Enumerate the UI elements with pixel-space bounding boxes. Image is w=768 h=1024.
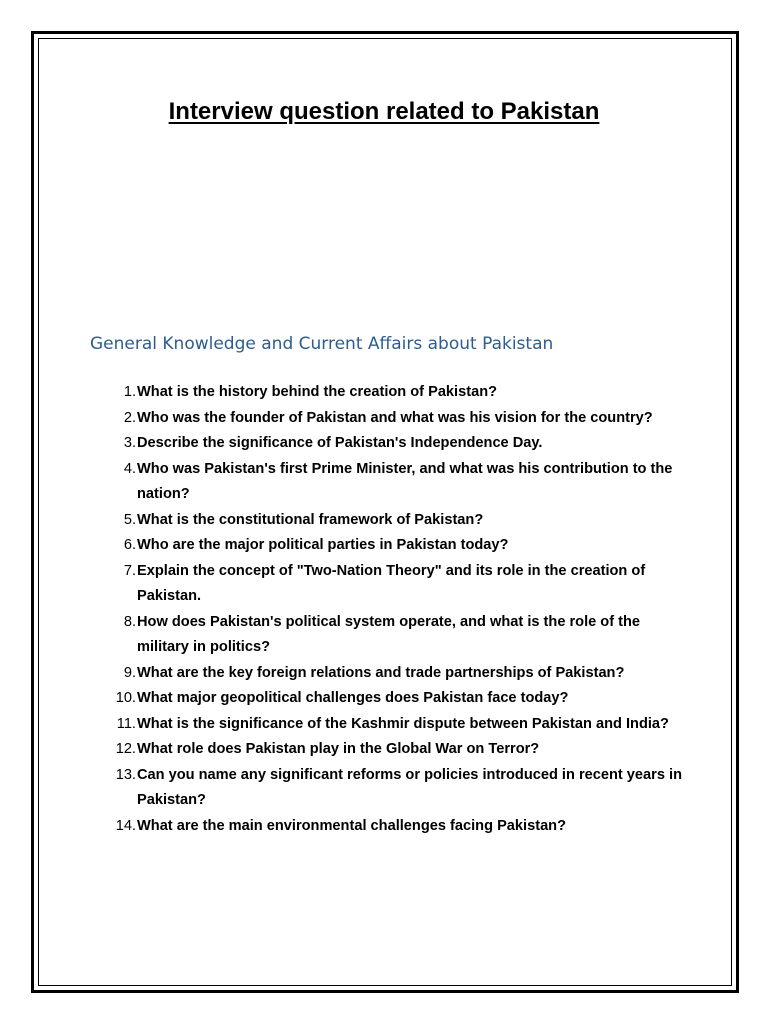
question-number: 1. bbox=[123, 384, 136, 400]
question-text: Who was Pakistan's first Prime Minister, and what was his contribution to the nation? bbox=[137, 460, 673, 502]
question-number: 8. bbox=[123, 613, 136, 630]
question-text: What is the constitutional framework of Pakistan? bbox=[137, 511, 484, 528]
question-item bbox=[90, 686, 690, 712]
question-text: Explain the concept of "Two-Nation Theory" and its role in the creation of Pakistan. bbox=[137, 562, 646, 604]
question-item bbox=[90, 763, 690, 814]
question-text: What are the main environmental challenges facing Pakistan? bbox=[137, 817, 567, 834]
question-item bbox=[90, 380, 690, 406]
question-text: What is the history behind the creation of Pakistan? bbox=[137, 384, 498, 400]
question-number: 12. bbox=[115, 741, 136, 757]
question-number: 9. bbox=[123, 664, 136, 681]
question-item bbox=[90, 610, 690, 661]
question-list bbox=[90, 380, 690, 839]
question-item bbox=[90, 406, 690, 432]
question-item bbox=[90, 712, 690, 738]
question-number: 11. bbox=[116, 715, 136, 732]
question-number: 5. bbox=[123, 511, 136, 528]
question-item bbox=[90, 431, 690, 457]
question-text: What are the key foreign relations and trade partnerships of Pakistan? bbox=[137, 664, 625, 681]
question-text: What is the significance of the Kashmir dispute between Pakistan and India? bbox=[137, 715, 669, 732]
section-heading: General Knowledge and Current Affairs about Pakistan bbox=[90, 334, 554, 354]
question-text: Who was the founder of Pakistan and what was his vision for the country? bbox=[137, 409, 653, 426]
document-title: Interview question related to Pakistan bbox=[168, 98, 600, 125]
question-item bbox=[90, 661, 690, 687]
question-text: Who are the major political parties in Pakistan today? bbox=[137, 537, 509, 553]
question-number: 2. bbox=[123, 409, 136, 426]
question-number: 13. bbox=[115, 766, 136, 783]
question-item bbox=[90, 533, 690, 559]
question-number: 3. bbox=[123, 435, 136, 451]
question-item bbox=[90, 508, 690, 534]
question-number: 10. bbox=[115, 690, 136, 706]
question-number: 7. bbox=[123, 562, 136, 579]
question-item bbox=[90, 814, 690, 840]
question-item bbox=[90, 559, 690, 610]
question-item bbox=[90, 737, 690, 763]
question-number: 4. bbox=[123, 460, 136, 477]
question-text: What role does Pakistan play in the Global War on Terror? bbox=[137, 741, 540, 757]
question-text: Describe the significance of Pakistan's Independence Day. bbox=[137, 435, 543, 451]
question-text: How does Pakistan's political system operate, and what is the role of the military in politics? bbox=[137, 613, 641, 655]
question-text: What major geopolitical challenges does Pakistan face today? bbox=[137, 690, 569, 706]
question-item bbox=[90, 457, 690, 508]
question-text: Can you name any significant reforms or policies introduced in recent years in Pakistan? bbox=[137, 766, 682, 808]
question-number: 6. bbox=[123, 537, 136, 553]
question-number: 14. bbox=[115, 817, 136, 834]
